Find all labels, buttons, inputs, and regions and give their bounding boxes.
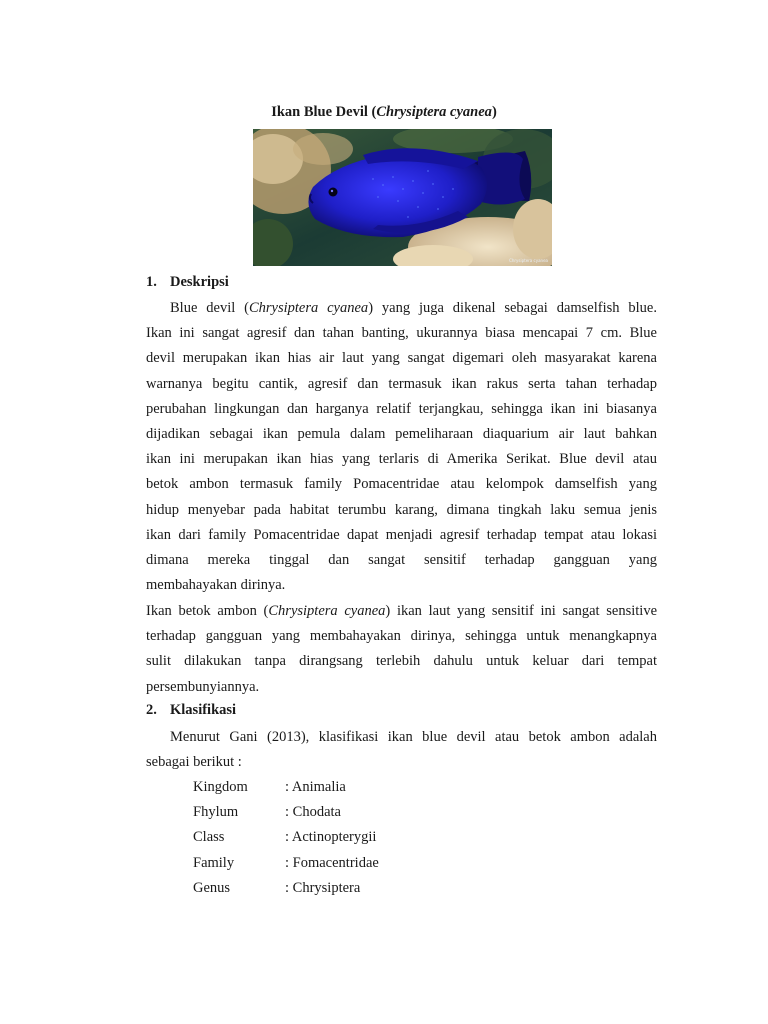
- paragraph-line: terhadap gangguan yang membahayakan dirinya, sehingga untuk menangkapnya: [146, 628, 657, 645]
- taxonomy-list: [193, 775, 493, 901]
- photo-credit-watermark: Chrysiptera cyanea: [509, 258, 548, 263]
- taxonomy-row: [193, 800, 493, 825]
- taxonomy-value: : Chodata: [285, 804, 341, 821]
- paragraph-line: membahayakan dirinya.: [146, 577, 286, 594]
- text-run: Ikan betok ambon (: [146, 603, 269, 619]
- taxonomy-rank: Family: [193, 854, 235, 871]
- paragraph-line: sulit dilakukan tanpa dirangsang terlebih dahulu untuk keluar dari tempat: [146, 653, 657, 670]
- section-1-title: Deskripsi: [170, 274, 229, 290]
- section-1-paragraph-1: [146, 296, 657, 598]
- taxonomy-row: [193, 775, 493, 800]
- paragraph-line: warnanya begitu cantik, agresif dan termasuk ikan rakus serta tahan terhadap: [146, 375, 657, 392]
- section-2-heading: [146, 700, 446, 720]
- taxonomy-rank: Genus: [193, 879, 231, 896]
- species-name: Chrysiptera cyanea: [248, 300, 369, 316]
- paragraph-line: betok ambon termasuk family Pomacentridae atau kelompok damselfish yang: [146, 476, 657, 493]
- section-2-intro: [146, 725, 657, 775]
- paragraph-line: [146, 296, 657, 321]
- taxonomy-value: : Fomacentridae: [285, 854, 379, 871]
- taxonomy-rank: Fhylum: [193, 804, 239, 821]
- title-prefix: Ikan Blue Devil (: [271, 104, 377, 120]
- fish-illustration: [253, 129, 552, 266]
- taxonomy-rank: Kingdom: [193, 779, 248, 795]
- paragraph-line: perubahan lingkungan dan harganya relatif terjangkau, sehingga ikan ini biasanya: [146, 400, 657, 417]
- title-species: Chrysiptera cyanea: [376, 104, 492, 120]
- taxonomy-value: : Actinopterygii: [285, 829, 377, 846]
- taxonomy-rank: Class: [193, 829, 225, 846]
- paragraph-line: hidup menyebar pada habitat terumbu karang, dimana tingkah laku semua jenis: [146, 501, 657, 518]
- taxonomy-value: : Chrysiptera: [285, 879, 361, 896]
- paragraph-line: ikan dari family Pomacentridae dapat menjadi agresif terhadap tempat atau lokasi: [146, 526, 657, 543]
- title-suffix: ): [491, 104, 497, 120]
- section-1-heading: [146, 272, 446, 292]
- species-name: Chrysiptera cyanea: [268, 603, 386, 619]
- text-run: ) ikan laut yang sensitif ini sangat sensitive: [385, 603, 658, 619]
- taxonomy-row: [193, 876, 493, 901]
- taxonomy-row: [193, 825, 493, 850]
- paragraph-line: devil merupakan ikan hias air laut yang sangat digemari oleh masyarakat karena: [146, 350, 657, 367]
- paragraph-line: sebagai berikut :: [146, 754, 242, 771]
- blue-devil-fish-photo: [253, 129, 552, 266]
- section-1-paragraph-2: [146, 599, 657, 700]
- text-run: Blue devil (: [170, 300, 249, 316]
- paragraph-line: Menurut Gani (2013), klasifikasi ikan blue devil atau betok ambon adalah: [170, 729, 657, 745]
- paragraph-line: dimana mereka tinggal dan sangat sensitif terhadap gangguan yang: [146, 551, 657, 568]
- paragraph-line: dijadikan sebagai ikan pemula dalam pemeliharaan diaquarium air laut bahkan: [146, 425, 657, 442]
- paragraph-line: [146, 599, 657, 624]
- taxonomy-value: : Animalia: [285, 779, 346, 795]
- page-title: [0, 102, 768, 122]
- section-2-title: Klasifikasi: [170, 702, 237, 718]
- section-2-number: 2.: [146, 702, 157, 718]
- taxonomy-row: [193, 851, 493, 876]
- text-run: ) yang juga dikenal sebagai damselfish blue.: [368, 300, 657, 316]
- paragraph-line: Ikan ini sangat agresif dan tahan banting, ukurannya biasa mencapai 7 cm. Blue: [146, 325, 657, 342]
- paragraph-line: ikan ini merupakan ikan hias yang terlaris di Amerika Serikat. Blue devil atau: [146, 451, 657, 468]
- section-1-number: 1.: [146, 274, 157, 290]
- paragraph-line: persembunyiannya.: [146, 678, 260, 695]
